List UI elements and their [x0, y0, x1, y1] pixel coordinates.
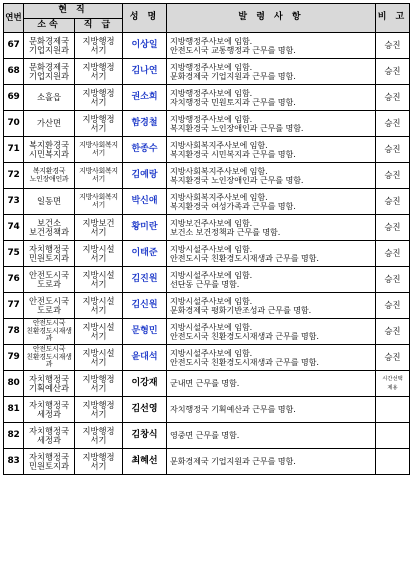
row-note: 승진: [376, 319, 410, 345]
table-row: [4, 215, 410, 241]
row-details: 영중면 근무를 명함.: [167, 423, 376, 449]
row-note: [376, 397, 410, 423]
row-rank: 지방보건 서기: [75, 215, 123, 241]
row-name: 함경철: [123, 111, 167, 137]
row-name: 황미란: [123, 215, 167, 241]
row-details: 문화경제국 기업지원과 근무를 명함.: [167, 449, 376, 475]
header-name: 성 명: [123, 4, 167, 33]
header-affiliation: 소속: [24, 19, 75, 33]
row-rank: 지방행정 서기: [75, 449, 123, 475]
row-name: 박신애: [123, 189, 167, 215]
row-name: 김창식: [123, 423, 167, 449]
header-current-post: 현 직: [24, 4, 123, 19]
row-number: 76: [4, 267, 24, 293]
row-note: 승진: [376, 59, 410, 85]
row-details: 지방시설주사보에 임함. 선단동 근무를 명함.: [167, 267, 376, 293]
row-name: 이태준: [123, 241, 167, 267]
row-affiliation: 복지환경국 노인장애인과: [24, 163, 75, 189]
row-note: 승진: [376, 267, 410, 293]
row-details: 지방행정주사보에 임함. 안전도시국 교통행정과 근무를 명함.: [167, 33, 376, 59]
row-note: 승진: [376, 33, 410, 59]
row-number: 74: [4, 215, 24, 241]
row-rank: 지방시설 서기: [75, 267, 123, 293]
row-details: 지방사회복지주사보에 임함. 복지환경국 시민복지과 근무를 명함.: [167, 137, 376, 163]
row-number: 69: [4, 85, 24, 111]
row-note: 시간선택 제용: [376, 371, 410, 397]
row-rank: 지방시설 서기: [75, 241, 123, 267]
row-number: 70: [4, 111, 24, 137]
row-details: 지방보건주사보에 임함. 보건소 보건정책과 근무를 명함.: [167, 215, 376, 241]
row-name: 권소희: [123, 85, 167, 111]
row-name: 김신원: [123, 293, 167, 319]
row-rank: 지방사회복지 서기: [75, 137, 123, 163]
row-number: 72: [4, 163, 24, 189]
header-number: 연번: [4, 4, 24, 33]
table-row: [4, 319, 410, 345]
row-details: 지방사회복지주사보에 임함. 복지환경국 노인장애인과 근무를 명함.: [167, 163, 376, 189]
row-rank: 지방행정 서기: [75, 371, 123, 397]
row-number: 71: [4, 137, 24, 163]
row-number: 81: [4, 397, 24, 423]
row-note: 승진: [376, 293, 410, 319]
row-affiliation: 자치행정국 세정과: [24, 423, 75, 449]
row-rank: 지방행정 서기: [75, 423, 123, 449]
row-affiliation: 안전도시국 친환경도시재생과: [24, 319, 75, 345]
row-affiliation: 안전도시국 도로과: [24, 267, 75, 293]
row-number: 68: [4, 59, 24, 85]
row-name: 최혜선: [123, 449, 167, 475]
row-name: 문형민: [123, 319, 167, 345]
table-row: [4, 85, 410, 111]
row-details: 지방시설주사보에 임함. 안전도시국 친환경도시재생과 근무를 명함.: [167, 241, 376, 267]
table-row: [4, 371, 410, 397]
row-affiliation: 복지환경국 시민복지과: [24, 137, 75, 163]
row-details: 지방시설주사보에 임함. 문화경제국 평화기반조성과 근무를 명함.: [167, 293, 376, 319]
row-affiliation: 자치행정국 세정과: [24, 397, 75, 423]
table-row: [4, 189, 410, 215]
row-note: 승진: [376, 111, 410, 137]
table-row: [4, 111, 410, 137]
row-number: 75: [4, 241, 24, 267]
row-number: 82: [4, 423, 24, 449]
row-number: 78: [4, 319, 24, 345]
row-rank: 지방행정 서기: [75, 111, 123, 137]
row-note: 승진: [376, 85, 410, 111]
row-rank: 지방시설 서기: [75, 345, 123, 371]
row-note: 승진: [376, 241, 410, 267]
row-number: 77: [4, 293, 24, 319]
table-row: [4, 163, 410, 189]
table-row: [4, 33, 410, 59]
row-number: 79: [4, 345, 24, 371]
row-name: 김진원: [123, 267, 167, 293]
row-affiliation: 일동면: [24, 189, 75, 215]
row-rank: 지방행정 서기: [75, 85, 123, 111]
row-number: 67: [4, 33, 24, 59]
row-affiliation: 자치행정국 민원토지과: [24, 449, 75, 475]
row-details: 지방행정주사보에 임함. 복지환경국 노인장애인과 근무를 명함.: [167, 111, 376, 137]
row-rank: 지방행정 서기: [75, 59, 123, 85]
row-name: 이상일: [123, 33, 167, 59]
row-rank: 지방사회복지 서기: [75, 163, 123, 189]
table-row: [4, 449, 410, 475]
row-details: 군내면 근무를 명함.: [167, 371, 376, 397]
row-details: 지방시설주사보에 임함. 안전도시국 친환경도시재생과 근무를 명함.: [167, 319, 376, 345]
appointment-table: [3, 3, 410, 475]
row-name: 한종수: [123, 137, 167, 163]
row-details: 자치행정국 기획예산과 근무를 명함.: [167, 397, 376, 423]
row-affiliation: 안전도시국 친환경도시재생과: [24, 345, 75, 371]
row-details: 지방사회복지주사보에 임함. 복지환경국 여성가족과 근무를 명함.: [167, 189, 376, 215]
table-header: [4, 4, 410, 33]
row-rank: 지방행정 서기: [75, 33, 123, 59]
row-note: [376, 423, 410, 449]
table-row: [4, 423, 410, 449]
row-rank: 지방시설 서기: [75, 319, 123, 345]
table-body: [4, 33, 410, 475]
table-row: [4, 345, 410, 371]
row-note: 승진: [376, 215, 410, 241]
row-number: 83: [4, 449, 24, 475]
table-row: [4, 267, 410, 293]
row-affiliation: 가산면: [24, 111, 75, 137]
header-details: 발 령 사 항: [167, 4, 376, 33]
header-rank: 직 급: [75, 19, 123, 33]
row-affiliation: 자치행정국 민원토지과: [24, 241, 75, 267]
row-affiliation: 보건소 보건정책과: [24, 215, 75, 241]
row-note: [376, 449, 410, 475]
row-note: 승진: [376, 137, 410, 163]
row-rank: 지방시설 서기: [75, 293, 123, 319]
row-rank: 지방사회복지 서기: [75, 189, 123, 215]
row-name: 김예랑: [123, 163, 167, 189]
row-name: 김나연: [123, 59, 167, 85]
personnel-appointment-sheet: [3, 3, 409, 475]
row-note: 승진: [376, 189, 410, 215]
row-name: 윤대석: [123, 345, 167, 371]
row-details: 지방시설주사보에 임함. 안전도시국 친환경도시재생과 근무를 명함.: [167, 345, 376, 371]
row-details: 지방행정주사보에 임함. 문화경제국 기업지원과 근무를 명함.: [167, 59, 376, 85]
row-note: 승진: [376, 345, 410, 371]
table-row: [4, 59, 410, 85]
row-affiliation: 소흘읍: [24, 85, 75, 111]
table-row: [4, 137, 410, 163]
table-row: [4, 241, 410, 267]
row-name: 이강재: [123, 371, 167, 397]
row-affiliation: 문화경제국 기업지원과: [24, 59, 75, 85]
row-affiliation: 자치행정국 기획예산과: [24, 371, 75, 397]
table-row: [4, 293, 410, 319]
row-number: 73: [4, 189, 24, 215]
table-row: [4, 397, 410, 423]
row-rank: 지방행정 서기: [75, 397, 123, 423]
row-number: 80: [4, 371, 24, 397]
row-affiliation: 문화경제국 기업지원과: [24, 33, 75, 59]
row-details: 지방행정주사보에 임함. 자치행정국 민원토지과 근무를 명함.: [167, 85, 376, 111]
row-note: 승진: [376, 163, 410, 189]
row-name: 김선영: [123, 397, 167, 423]
row-affiliation: 안전도시국 도로과: [24, 293, 75, 319]
header-note: 비 고: [376, 4, 410, 33]
